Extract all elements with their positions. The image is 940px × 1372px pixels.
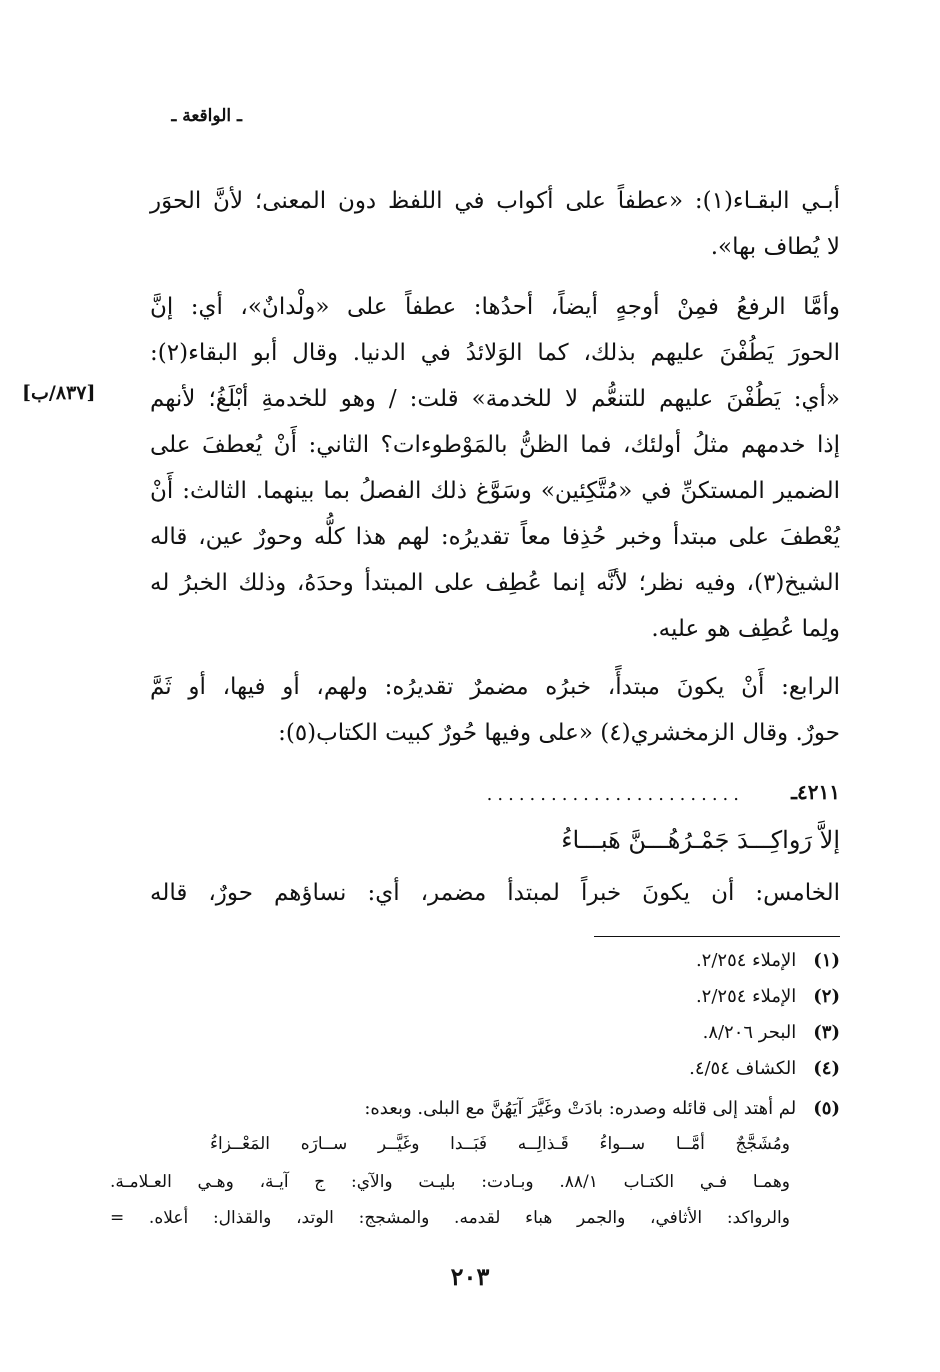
paragraph-4 — [150, 870, 840, 916]
footnote-5 — [364, 1098, 840, 1119]
text-line: الرابع: أَنْ يكونَ مبتدأً، خبرُه مضمرٌ تقديرُه: ولهم، أو فيها، أو ثَمَّ — [150, 674, 840, 700]
paragraph-2 — [150, 284, 840, 652]
text-line: الضمير المستكنِّ في «مُتَّكِئين» وسَوَّغ ذلك الفصلُ بما بينهما. الثالث: أَنْ — [150, 478, 840, 504]
text-line: وأمَّا الرفعُ فمِنْ أوجهٍ أيضاً، أحدُها: عطفاً على «ولْدانٌ»، أي: إنَّ — [150, 294, 840, 320]
footnote-text: لم أهتد إلى قائله وصدره: بادَتْ وغَيَّرَ آيَهُنَّ مع البلى. وبعده: — [364, 1098, 797, 1119]
text-line: الخامس: أن يكونَ خبراً لمبتدأ مضمر، أي: نساؤهم حورٌ، قاله — [150, 880, 840, 906]
margin-manuscript-ref: [٨٣٧/ب] — [22, 382, 96, 404]
footnote-5-verse: ومُشَجَّجٌ أمَّــا ســواءُ قَـذالِــه فَبَــدا وغَيَّــر ســارَه المَعْــزاءُ — [210, 1134, 790, 1154]
running-head: ـ الواقعة ـ — [171, 106, 242, 126]
paragraph-3 — [150, 664, 840, 756]
footnote-text: البحر ٨/٢٠٦. — [702, 1022, 797, 1043]
verse-second-hemistich: إلاَّ رَواكِـــدَ جَمْـرُهُـــنَّ هَبـــاءُ — [561, 826, 840, 854]
footnote-5-line: والرواكد: الأثافي، والجمر هباء لقدمه. والمشجج: الوتد، والقذال: أعلاه. = — [110, 1208, 790, 1228]
footnote-number: (٢) — [813, 986, 840, 1007]
verse-first-hemistich-dots: ........................ — [486, 784, 744, 805]
text-line: «أي: يَطُفْنَ عليهم للتنعُّم لا للخدمة» قلت: / وهو للخدمةِ أبْلَغُ؛ لأنهم — [150, 386, 840, 412]
footnote-text: الإملاء ٢/٢٥٤. — [695, 950, 797, 971]
text-line: لا يُطاف بها». — [710, 234, 840, 260]
text-line: الحورَ يَطُفْنَ عليهم بذلك، كما الوَلائدُ في الدنيا. وقال أبو البقاء(٢): — [150, 340, 840, 366]
text-line: ولِما عُطِف هو عليه. — [651, 616, 840, 642]
paragraph-1 — [150, 178, 840, 270]
text-line: أبـي البقـاء(١): «عطفاً على أكواب في اللفظ دون المعنى؛ لأنَّ الحوَر — [150, 188, 840, 214]
footnote-text: الإملاء ٢/٢٥٤. — [695, 986, 797, 1007]
footnote-number: (٥) — [813, 1098, 840, 1119]
text-line: الشيخ(٣)، وفيه نظر؛ لأنَّه إنما عُطِف على المبتدأ وحدَهُ، وذلك الخبرُ له — [150, 570, 840, 596]
footnote-separator — [594, 936, 840, 937]
footnote-2 — [696, 986, 840, 1007]
text-line: إذا خدمهم مثلُ أولئك، فما الظنُّ بالمَوْطوءات؟ الثاني: أَنْ يُعطفَ على — [150, 432, 840, 458]
text-line: حورٌ. وقال الزمخشري(٤) «على وفيها حُورٌ كبيت الكتاب(٥): — [278, 720, 840, 746]
footnote-5-line: وهمـا فـي الكتـاب ٨٨/١. وبـادت: بليـت والآي: ج آيـة، وهـي العـلامـة. — [110, 1172, 790, 1192]
footnote-1 — [696, 950, 840, 971]
footnote-number: (٣) — [813, 1022, 840, 1043]
footnote-4 — [689, 1058, 840, 1079]
text-line: يُعْطفَ على مبتدأ وخبر حُذِفا معاً تقديرُه: لهم هذا كلُّه وحورٌ عين، قاله — [150, 524, 840, 550]
page-number: ٢٠٣ — [450, 1262, 490, 1291]
footnote-number: (٤) — [813, 1058, 840, 1079]
footnote-number: (١) — [813, 950, 840, 971]
footnote-text: الكشاف ٤/٥٤. — [689, 1058, 797, 1079]
footnote-3 — [703, 1022, 840, 1043]
verse-number: ٤٢١١ـ — [791, 780, 840, 804]
